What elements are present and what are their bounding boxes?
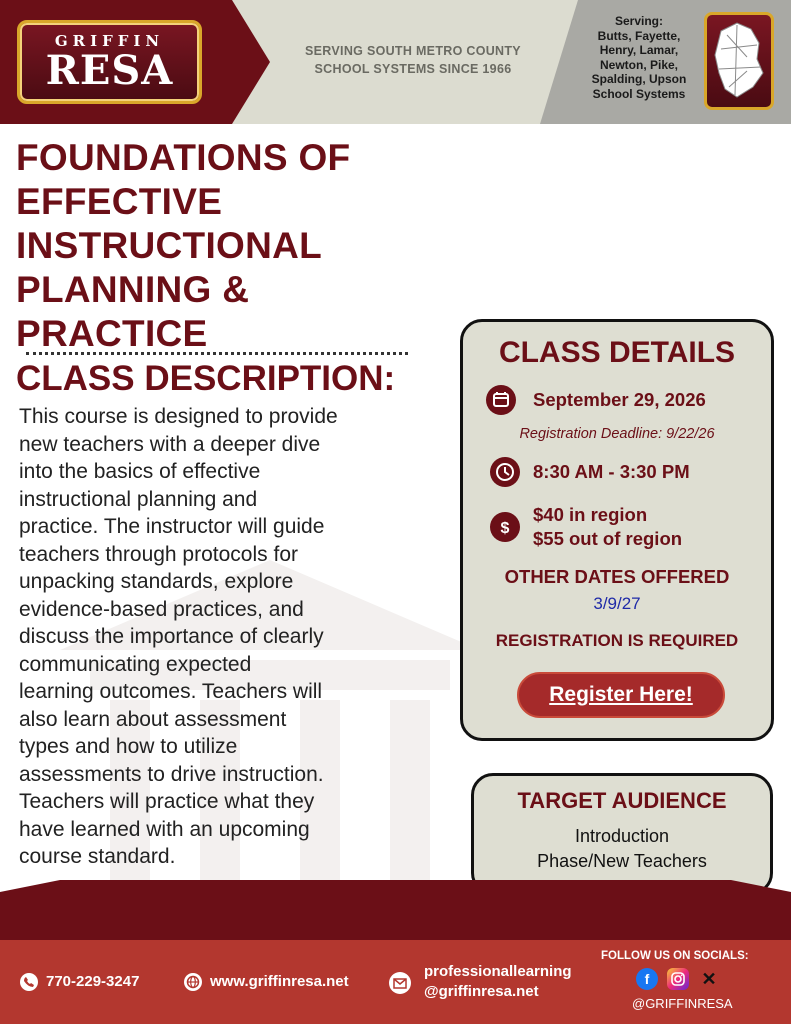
audience-line: Phase/New Teachers bbox=[537, 851, 707, 871]
target-audience-heading: TARGET AUDIENCE bbox=[517, 788, 727, 813]
course-title-line: PRACTICE bbox=[16, 313, 208, 354]
instagram-icon[interactable] bbox=[667, 968, 689, 990]
email-line-2[interactable]: @griffinresa.net bbox=[424, 983, 539, 1000]
description-line: Teachers will practice what they bbox=[19, 790, 315, 813]
course-title-line: FOUNDATIONS OF bbox=[16, 137, 351, 178]
registration-required: REGISTRATION IS REQUIRED bbox=[495, 631, 739, 650]
description-line: teachers through protocols for bbox=[19, 542, 298, 566]
description-line: instructional planning and bbox=[19, 487, 258, 511]
calendar-icon bbox=[486, 385, 516, 415]
price-in-region: $40 in region bbox=[533, 504, 648, 525]
email-line-1[interactable]: professionallearning bbox=[424, 963, 572, 980]
serving-counties bbox=[580, 14, 698, 101]
description-heading: CLASS DESCRIPTION: bbox=[16, 359, 396, 398]
register-button[interactable]: Register Here! bbox=[517, 672, 725, 718]
description-line: This course is designed to provide bbox=[19, 405, 338, 428]
class-time: 8:30 AM - 3:30 PM bbox=[533, 461, 690, 482]
serving-line: Butts, Fayette, bbox=[597, 28, 681, 43]
social-handle: @GRIFFINRESA bbox=[632, 996, 733, 1011]
tagline-line-2: SCHOOL SYSTEMS SINCE 1966 bbox=[314, 62, 512, 76]
target-audience-card bbox=[471, 773, 773, 895]
county-map-icon bbox=[704, 12, 774, 110]
tagline-line-1: SERVING SOUTH METRO COUNTY bbox=[305, 44, 521, 58]
clock-icon bbox=[490, 457, 520, 487]
description-line: unpacking standards, explore bbox=[19, 570, 294, 593]
other-date: 3/9/27 bbox=[593, 594, 641, 613]
description-line: evidence-based practices, and bbox=[19, 597, 304, 621]
description-line: course standard. bbox=[19, 845, 176, 868]
serving-line: Serving: bbox=[614, 14, 663, 28]
description-line: learning outcomes. Teachers will bbox=[19, 680, 323, 703]
griffin-resa-logo bbox=[17, 20, 202, 104]
other-dates-heading: OTHER DATES OFFERED bbox=[504, 566, 730, 587]
course-title-line: PLANNING & bbox=[16, 269, 250, 310]
class-details-card bbox=[460, 319, 774, 741]
description-line: discuss the importance of clearly bbox=[19, 625, 324, 648]
svg-text:$: $ bbox=[500, 520, 510, 537]
dollar-icon bbox=[490, 512, 520, 542]
class-date: September 29, 2026 bbox=[533, 389, 706, 410]
x-icon[interactable]: ✕ bbox=[701, 968, 717, 989]
description-line: practice. The instructor will guide bbox=[19, 515, 325, 538]
facebook-icon[interactable]: f bbox=[636, 968, 658, 990]
description-line: assessments to drive instruction. bbox=[19, 762, 324, 786]
description-line: also learn about assessment bbox=[19, 707, 287, 731]
website-link[interactable]: www.griffinresa.net bbox=[210, 973, 349, 990]
price-out-of-region: $55 out of region bbox=[533, 528, 683, 549]
footer-wave bbox=[0, 880, 791, 944]
audience-line: Introduction bbox=[574, 826, 670, 846]
phone-number[interactable]: 770-229-3247 bbox=[46, 973, 140, 990]
course-title bbox=[16, 136, 436, 356]
target-audience-body bbox=[474, 824, 770, 874]
course-title-line: EFFECTIVE bbox=[16, 181, 223, 222]
description-body bbox=[19, 403, 459, 871]
description-line: have learned with an upcoming bbox=[19, 817, 310, 841]
description-line: into the basics of effective bbox=[19, 460, 261, 483]
serving-line: Henry, Lamar, bbox=[599, 43, 679, 57]
mail-icon bbox=[389, 972, 411, 994]
phone-icon bbox=[20, 973, 38, 991]
description-line: types and how to utilize bbox=[19, 735, 238, 758]
course-title-line: INSTRUCTIONAL bbox=[16, 225, 323, 266]
title-divider bbox=[26, 352, 408, 355]
registration-deadline: Registration Deadline: 9/22/26 bbox=[519, 426, 715, 442]
serving-line: School Systems bbox=[592, 86, 686, 101]
class-details-heading: CLASS DETAILS bbox=[498, 336, 736, 369]
serving-line: Newton, Pike, bbox=[599, 57, 679, 72]
globe-icon bbox=[184, 973, 202, 991]
description-line: new teachers with a deeper dive bbox=[19, 432, 321, 456]
tagline bbox=[281, 42, 545, 78]
logo-main-text: RESA bbox=[45, 47, 174, 94]
description-line: communicating expected bbox=[19, 652, 252, 676]
serving-line: Spalding, Upson bbox=[591, 72, 687, 86]
logo-top-text: GRIFFIN bbox=[54, 32, 165, 50]
header bbox=[0, 0, 791, 124]
county-map-shape bbox=[707, 15, 771, 107]
socials-heading: FOLLOW US ON SOCIALS: bbox=[601, 950, 749, 962]
